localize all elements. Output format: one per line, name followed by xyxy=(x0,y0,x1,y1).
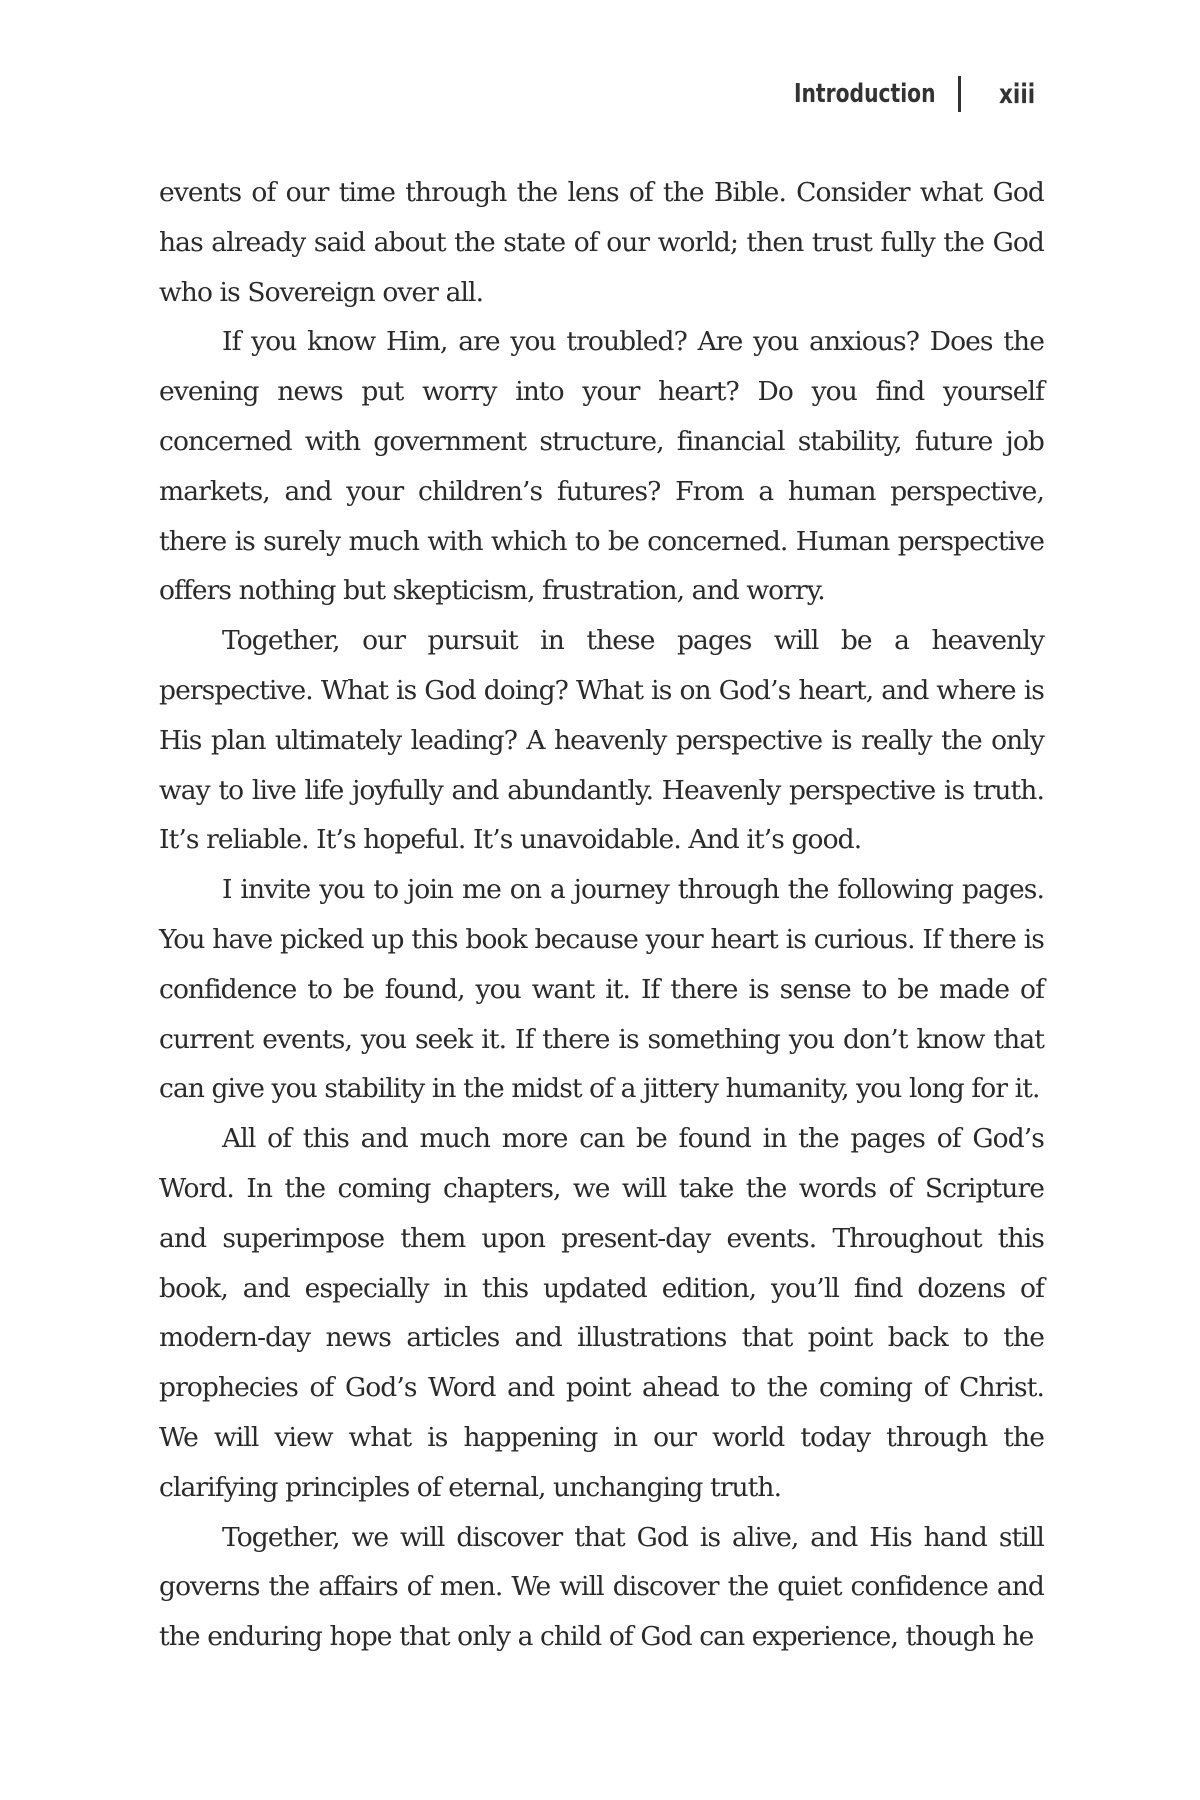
running-header xyxy=(754,76,1044,112)
paragraph: Together, our pursuit in these pages will be a heavenly perspective. What is God doing? What is on God’s heart, and where is His plan ultimately leading? A heavenly perspective is really the only way to live life joyfully and abundantly. Heavenly perspective is truth. It’s reliable. It’s hopeful. It’s unavoidable. And it’s good. xyxy=(159,625,1044,856)
body-text xyxy=(159,168,1044,1662)
paragraph: All of this and much more can be found in the pages of God’s Word. In the coming chapters, we will take the words of Scripture and superimpose them upon present-day events. Throughout this book, and especially in this updated edition, you’ll find dozens of modern-day news articles and illustrations that point back to the prophecies of God’s Word and point ahead to the coming of Christ. We will view what is happening in our world today through the clarifying principles of eternal, unchanging truth. xyxy=(159,1123,1044,1503)
header-divider xyxy=(958,76,961,112)
page-number: xiii xyxy=(998,78,1035,110)
paragraph: Together, we will discover that God is alive, and His hand still governs the affairs of men. We will discover the quiet confidence and the enduring hope that only a child of God can experience, though he xyxy=(159,1521,1044,1653)
paragraph: I invite you to join me on a journey through the following pages. You have picked up this book because your heart is curious. If there is confidence to be found, you want it. If there is sense to be made of current events, you seek it. If there is something you don’t know that can give you stability in the midst of a jittery humanity, you long for it. xyxy=(159,874,1044,1105)
paragraph: If you know Him, are you troubled? Are you anxious? Does the evening news put worry into your heart? Do you find yourself concerned with government structure, financial stability, future job markets, and your children’s futures? From a human perspective, there is surely much with which to be concerned. Human perspective offers nothing but skepticism, frustration, and worry. xyxy=(159,326,1044,607)
paragraph-continued: events of our time through the lens of the Bible. Consider what God has already said about the state of our world; then trust fully the God who is Sovereign over all. xyxy=(159,177,1044,308)
section-title: Introduction xyxy=(794,79,936,109)
